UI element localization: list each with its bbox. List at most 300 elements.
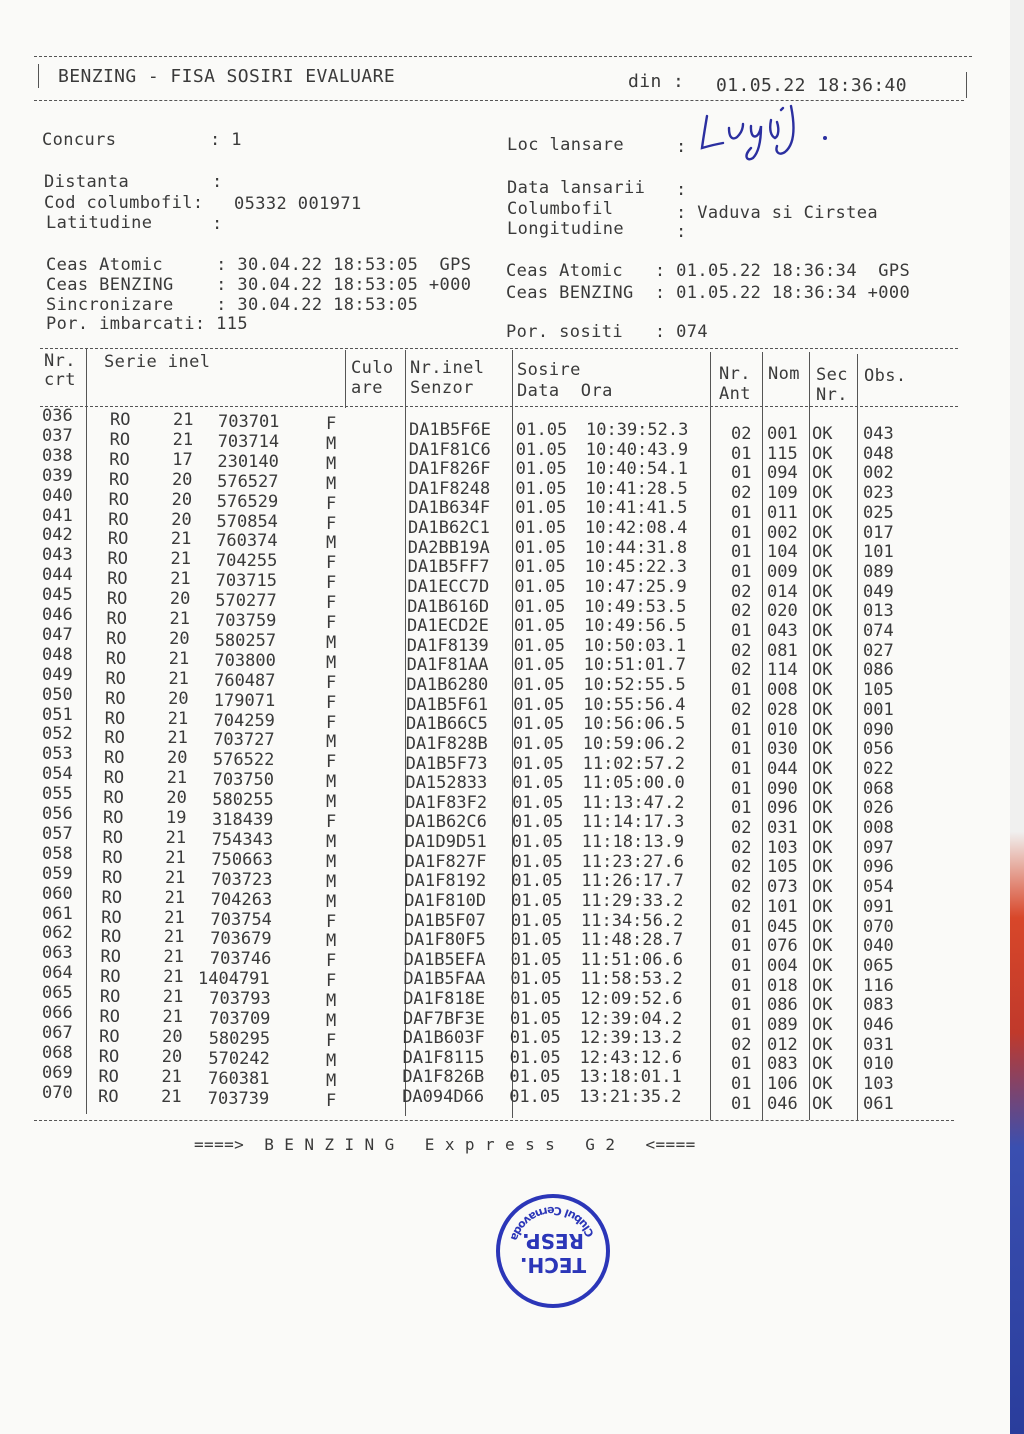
row-ring-number: 703739 [207, 1088, 270, 1109]
row-sensor: DA1B5F61 [406, 694, 489, 715]
row-sensor: DA1B6280 [406, 675, 489, 696]
row-crt: 059 [42, 863, 73, 884]
row-nom: 076 [767, 936, 798, 957]
row-crt: 038 [42, 445, 73, 466]
row-date: 01.05 [514, 557, 566, 578]
row-ring-number: 703701 [218, 412, 280, 432]
row-sex: M [326, 1050, 337, 1071]
columbofil-label: Columbofil [507, 199, 614, 219]
svg-text:RESP.: RESP. [521, 1229, 585, 1253]
row-year: 21 [168, 668, 189, 689]
row-sec: OK [812, 739, 833, 760]
col-senzor: Senzor [410, 378, 474, 398]
row-sensor: DA1F8248 [408, 478, 491, 499]
row-sensor: DA1B5EFA [403, 949, 486, 970]
row-nom: 114 [767, 660, 798, 681]
row-nom: 103 [767, 837, 798, 858]
row-obs: 023 [863, 483, 894, 504]
row-time: 10:44:31.8 [584, 537, 688, 558]
row-sex: F [326, 414, 337, 434]
row-country: RO [98, 1046, 120, 1067]
row-sec: OK [812, 857, 833, 878]
row-sec: OK [812, 955, 833, 976]
loc-lansare-label: Loc lansare [507, 135, 624, 155]
row-sensor: DA1F80F5 [403, 930, 486, 951]
row-sensor: DA1F8115 [402, 1047, 485, 1068]
resp-tech-stamp [494, 1192, 612, 1310]
row-time: 10:41:41.5 [585, 498, 688, 519]
row-ring-number: 576522 [212, 750, 275, 771]
row-time: 10:55:56.4 [583, 694, 686, 715]
row-ant: 02 [731, 896, 752, 917]
row-crt: 063 [42, 943, 73, 964]
col-data-ora: Data Ora [517, 381, 613, 401]
row-year: 21 [163, 947, 185, 968]
row-year: 21 [166, 768, 188, 789]
row-ring-number: 179071 [213, 690, 276, 711]
row-nom: 043 [767, 621, 798, 641]
row-sec: OK [812, 424, 833, 444]
row-sensor: DA1B634F [408, 498, 491, 519]
row-ant: 02 [731, 857, 752, 878]
row-obs: 061 [863, 1093, 894, 1114]
row-country: RO [100, 967, 121, 988]
row-obs: 101 [863, 542, 894, 563]
row-crt: 036 [42, 406, 73, 426]
row-sensor: DA1F8192 [404, 871, 487, 892]
row-ant: 01 [731, 739, 752, 760]
col-nr: Nr. [44, 351, 76, 371]
row-date: 01.05 [512, 753, 564, 774]
row-ring-number: 1404791 [198, 969, 270, 990]
row-sex: M [326, 732, 337, 753]
row-sensor: DA1B616D [407, 596, 490, 617]
row-obs: 046 [863, 1015, 894, 1035]
concurs-value: : 1 [210, 130, 242, 150]
row-country: RO [108, 469, 130, 490]
row-ring-number: 704263 [210, 889, 273, 910]
row-date: 01.05 [515, 478, 567, 499]
row-sensor: DA1ECC7D [407, 576, 490, 597]
row-nom: 010 [767, 719, 798, 740]
row-nom: 004 [767, 955, 798, 976]
row-date: 01.05 [513, 635, 565, 656]
row-obs: 097 [863, 837, 894, 858]
row-ant: 01 [731, 1074, 752, 1095]
row-ant: 01 [731, 522, 752, 543]
table-header-top-rule [40, 348, 958, 349]
latitudine-label: Latitudine [46, 213, 153, 233]
row-ant: 01 [731, 463, 752, 484]
row-nom: 002 [767, 522, 798, 543]
row-obs: 065 [863, 955, 894, 976]
row-ring-number: 703709 [209, 1009, 271, 1029]
row-nom: 096 [767, 798, 798, 819]
col-sec-nr: Nr. [816, 385, 848, 405]
row-sex: M [326, 991, 337, 1012]
row-ant: 01 [731, 443, 752, 464]
row-sec: OK [812, 916, 833, 937]
row-sex: F [326, 951, 337, 972]
row-date: 01.05 [512, 733, 564, 754]
row-sec: OK [812, 1054, 833, 1075]
row-year: 21 [161, 1086, 182, 1107]
row-obs: 013 [863, 601, 894, 622]
row-sec: OK [812, 778, 833, 799]
row-year: 21 [170, 569, 191, 590]
row-date: 01.05 [509, 1028, 561, 1049]
data-lansarii-sep: : [676, 180, 687, 200]
row-sensor: DA1B62C1 [408, 518, 490, 539]
row-year: 21 [170, 529, 192, 550]
row-date: 01.05 [515, 439, 567, 460]
row-ring-number: 580295 [208, 1028, 271, 1049]
row-obs: 027 [863, 640, 894, 661]
row-country: RO [106, 609, 127, 629]
col-are: are [351, 378, 383, 398]
row-ring-number: 704259 [213, 710, 275, 731]
row-nom: 028 [767, 699, 798, 720]
row-sec: OK [812, 719, 833, 740]
row-crt: 064 [42, 963, 73, 984]
row-crt: 050 [42, 684, 73, 705]
row-sensor: DA1B66C5 [406, 714, 488, 735]
row-date: 01.05 [515, 518, 567, 539]
row-country: RO [109, 429, 131, 450]
row-sec: OK [812, 699, 833, 720]
row-date: 01.05 [511, 910, 563, 931]
row-year: 17 [172, 449, 193, 470]
row-year: 20 [169, 589, 191, 610]
row-country: RO [104, 748, 125, 769]
row-sensor: DA094D66 [402, 1087, 485, 1108]
row-ring-number: 703746 [209, 949, 272, 970]
row-crt: 062 [42, 923, 73, 944]
row-country: RO [108, 489, 130, 510]
row-nom: 044 [767, 758, 798, 779]
row-year: 20 [169, 628, 190, 649]
row-date: 01.05 [511, 871, 563, 892]
row-sec: OK [812, 502, 833, 523]
row-date: 01.05 [510, 988, 562, 1009]
row-country: RO [103, 768, 125, 789]
row-crt: 056 [42, 804, 73, 824]
header-top-rule [34, 56, 972, 57]
col-sosire: Sosire [517, 360, 581, 380]
row-ring-number: 703715 [215, 571, 278, 592]
row-sec: OK [812, 995, 833, 1016]
row-sec: OK [812, 660, 833, 681]
row-sec: OK [812, 463, 833, 484]
handwritten-signature [695, 96, 845, 166]
row-crt: 070 [42, 1082, 73, 1103]
row-sex: M [326, 453, 337, 474]
row-year: 20 [171, 489, 193, 510]
col-nr-inel: Nr.inel [410, 358, 485, 378]
row-sec: OK [812, 542, 833, 563]
row-date: 01.05 [514, 616, 566, 637]
row-sensor: DA1B62C6 [405, 812, 487, 833]
row-sensor: DA1B603F [402, 1028, 485, 1049]
loc-lansare-sep: : [676, 137, 687, 157]
row-year: 20 [171, 509, 192, 530]
row-ring-number: 576529 [216, 491, 279, 512]
row-sex: M [326, 772, 337, 793]
row-ant: 02 [731, 660, 752, 681]
row-obs: 002 [863, 463, 894, 484]
row-country: RO [108, 509, 129, 530]
row-obs: 096 [863, 857, 894, 878]
row-ant: 01 [731, 955, 752, 976]
footer-banner: ====> B E N Z I N G E x p r e s s G 2 <==== [194, 1135, 696, 1154]
row-sex: M [326, 871, 337, 892]
row-ring-number: 704255 [215, 551, 278, 572]
row-obs: 090 [863, 719, 894, 740]
row-sensor: DA1F81AA [406, 655, 489, 676]
row-time: 11:13:47.2 [582, 792, 685, 813]
row-time: 11:23:27.6 [581, 851, 684, 872]
row-country: RO [101, 907, 122, 928]
row-crt: 058 [42, 843, 73, 864]
row-sex: M [326, 533, 337, 554]
right-por-sositi: Por. sositi : 074 [506, 322, 709, 342]
row-crt: 066 [42, 1003, 73, 1023]
row-sensor: DA1F810D [404, 890, 487, 911]
row-year: 20 [171, 469, 193, 490]
row-sex: M [326, 831, 337, 852]
row-obs: 025 [863, 502, 894, 523]
row-time: 10:49:53.5 [584, 596, 687, 617]
row-crt: 069 [42, 1062, 73, 1083]
row-crt: 060 [42, 883, 73, 904]
row-ant: 02 [731, 699, 752, 720]
row-year: 21 [165, 847, 186, 868]
row-sensor: DA1F826F [408, 459, 491, 480]
row-date: 01.05 [513, 655, 565, 676]
row-time: 10:56:06.5 [583, 714, 686, 735]
row-sec: OK [812, 936, 833, 957]
row-obs: 086 [863, 660, 894, 681]
row-sec: OK [812, 522, 833, 543]
row-ring-number: 703723 [211, 869, 273, 890]
row-date: 01.05 [515, 459, 567, 480]
row-sec: OK [812, 601, 833, 622]
row-obs: 074 [863, 621, 894, 641]
row-time: 10:51:01.7 [583, 655, 686, 676]
row-country: RO [104, 728, 125, 749]
row-year: 21 [162, 987, 184, 1008]
row-obs: 031 [863, 1034, 894, 1055]
row-ring-number: 703793 [209, 989, 271, 1010]
row-time: 11:14:17.3 [582, 812, 685, 833]
row-sex: M [326, 433, 337, 454]
distanta-label: Distanta [44, 172, 130, 192]
row-nom: 045 [767, 916, 798, 937]
row-country: RO [103, 808, 124, 828]
row-ring-number: 760487 [214, 670, 276, 691]
row-time: 11:02:57.2 [582, 753, 685, 774]
row-ant: 01 [731, 778, 752, 799]
row-sensor: DA1B5F73 [405, 753, 488, 774]
row-ant: 01 [731, 975, 752, 996]
row-nom: 081 [767, 640, 798, 661]
row-nom: 009 [767, 561, 798, 582]
row-ant: 02 [731, 601, 752, 622]
row-ant: 02 [731, 877, 752, 898]
row-sex: F [326, 692, 337, 713]
row-nom: 109 [767, 483, 798, 504]
row-year: 19 [166, 808, 187, 828]
row-country: RO [98, 1086, 119, 1107]
row-time: 10:52:55.5 [583, 675, 686, 696]
row-obs: 068 [863, 778, 894, 799]
row-ring-number: 754343 [211, 829, 274, 850]
row-year: 21 [164, 907, 185, 928]
row-sensor: DA1F81C6 [408, 439, 491, 460]
row-obs: 089 [863, 561, 894, 582]
row-ant: 02 [731, 581, 752, 602]
row-sec: OK [812, 640, 833, 661]
row-time: 10:41:28.5 [585, 478, 688, 499]
row-country: RO [103, 788, 124, 809]
row-sex: F [326, 712, 337, 733]
row-sec: OK [812, 818, 833, 838]
row-date: 01.05 [509, 1067, 561, 1088]
row-obs: 083 [863, 995, 894, 1016]
row-sec: OK [812, 561, 833, 582]
row-country: RO [99, 1026, 120, 1047]
row-obs: 116 [863, 975, 894, 996]
row-sec: OK [812, 1093, 833, 1114]
row-country: RO [105, 688, 126, 709]
row-ring-number: 576527 [217, 471, 279, 492]
row-country: RO [106, 628, 127, 649]
col-ant: Ant [719, 384, 751, 404]
row-obs: 091 [863, 896, 894, 917]
row-sex: F [326, 812, 337, 832]
header-left-border [38, 64, 39, 88]
row-nom: 014 [767, 581, 798, 602]
row-ant: 01 [731, 1054, 752, 1075]
row-country: RO [104, 708, 126, 729]
row-sec: OK [812, 975, 833, 996]
table-header-bottom-rule [40, 406, 958, 407]
row-sex: F [326, 1030, 337, 1051]
row-sec: OK [812, 1015, 833, 1035]
row-time: 10:47:25.9 [584, 576, 687, 597]
row-obs: 010 [863, 1054, 894, 1075]
row-country: RO [107, 569, 128, 590]
row-ring-number: 750663 [211, 849, 273, 870]
row-obs: 001 [863, 699, 894, 720]
row-year: 20 [161, 1046, 183, 1067]
row-time: 12:43:12.6 [579, 1047, 682, 1068]
row-time: 10:59:06.2 [582, 733, 686, 754]
row-ant: 02 [731, 818, 752, 838]
row-time: 10:42:08.4 [585, 518, 688, 539]
row-nom: 086 [767, 995, 798, 1016]
row-nom: 083 [767, 1054, 798, 1075]
row-sex: M [326, 632, 337, 653]
row-ring-number: 703800 [214, 650, 276, 671]
row-country: RO [100, 947, 122, 968]
row-sex: F [326, 493, 337, 514]
row-sensor: DA1B5FAA [403, 969, 486, 990]
row-crt: 040 [42, 485, 73, 506]
row-crt: 052 [42, 724, 73, 745]
row-sec: OK [812, 1074, 833, 1095]
row-date: 01.05 [511, 890, 563, 911]
row-nom: 018 [767, 975, 798, 996]
row-ant: 01 [731, 758, 752, 779]
row-ant: 01 [731, 798, 752, 819]
row-sec: OK [812, 443, 833, 464]
row-date: 01.05 [511, 851, 563, 872]
row-date: 01.05 [510, 949, 562, 970]
row-obs: 054 [863, 877, 894, 898]
row-sex: F [326, 513, 337, 534]
row-time: 10:45:22.3 [584, 557, 687, 578]
row-ant: 01 [731, 561, 752, 582]
row-year: 21 [164, 887, 186, 908]
row-ring-number: 703679 [210, 929, 272, 950]
row-obs: 049 [863, 581, 894, 602]
row-time: 13:21:35.2 [579, 1087, 682, 1108]
row-crt: 044 [42, 565, 73, 586]
row-time: 11:05:00.0 [582, 773, 685, 794]
row-time: 10:40:54.1 [585, 459, 688, 480]
row-crt: 049 [42, 664, 73, 685]
row-time: 11:48:28.7 [580, 930, 684, 951]
row-crt: 039 [42, 465, 73, 486]
row-obs: 070 [863, 916, 894, 937]
row-nom: 073 [767, 877, 798, 898]
row-sensor: DA152833 [405, 773, 488, 794]
row-ring-number: 570854 [216, 511, 278, 532]
row-crt: 047 [42, 624, 73, 645]
row-sex: F [326, 672, 337, 693]
row-crt: 051 [42, 704, 73, 725]
row-crt: 057 [42, 823, 73, 844]
row-time: 11:29:33.2 [581, 890, 684, 911]
right-ceas-atomic: Ceas Atomic : 01.05.22 18:36:34 GPS [506, 261, 911, 281]
row-ring-number: 703754 [210, 909, 272, 930]
row-nom: 104 [767, 542, 798, 563]
row-year: 20 [166, 788, 187, 809]
row-sec: OK [812, 483, 833, 504]
row-nom: 090 [767, 778, 798, 799]
row-crt: 041 [42, 505, 73, 526]
row-time: 10:49:56.5 [584, 616, 687, 637]
row-ant: 01 [731, 1015, 752, 1035]
row-year: 21 [168, 648, 190, 669]
row-nom: 001 [767, 424, 798, 444]
row-sec: OK [812, 896, 833, 917]
data-lansarii-label: Data lansarii [507, 178, 646, 198]
row-date: 01.05 [510, 930, 562, 951]
row-obs: 056 [863, 739, 894, 760]
row-sensor: DA1ECD2E [407, 616, 489, 637]
row-country: RO [102, 827, 124, 848]
longitudine-label: Longitudine [507, 219, 624, 239]
row-time: 13:18:01.1 [579, 1067, 682, 1088]
row-country: RO [107, 529, 129, 550]
row-nom: 101 [767, 896, 798, 917]
row-ant: 01 [731, 719, 752, 740]
row-obs: 103 [863, 1074, 894, 1095]
row-date: 01.05 [513, 694, 565, 715]
row-time: 10:39:52.3 [586, 420, 689, 440]
